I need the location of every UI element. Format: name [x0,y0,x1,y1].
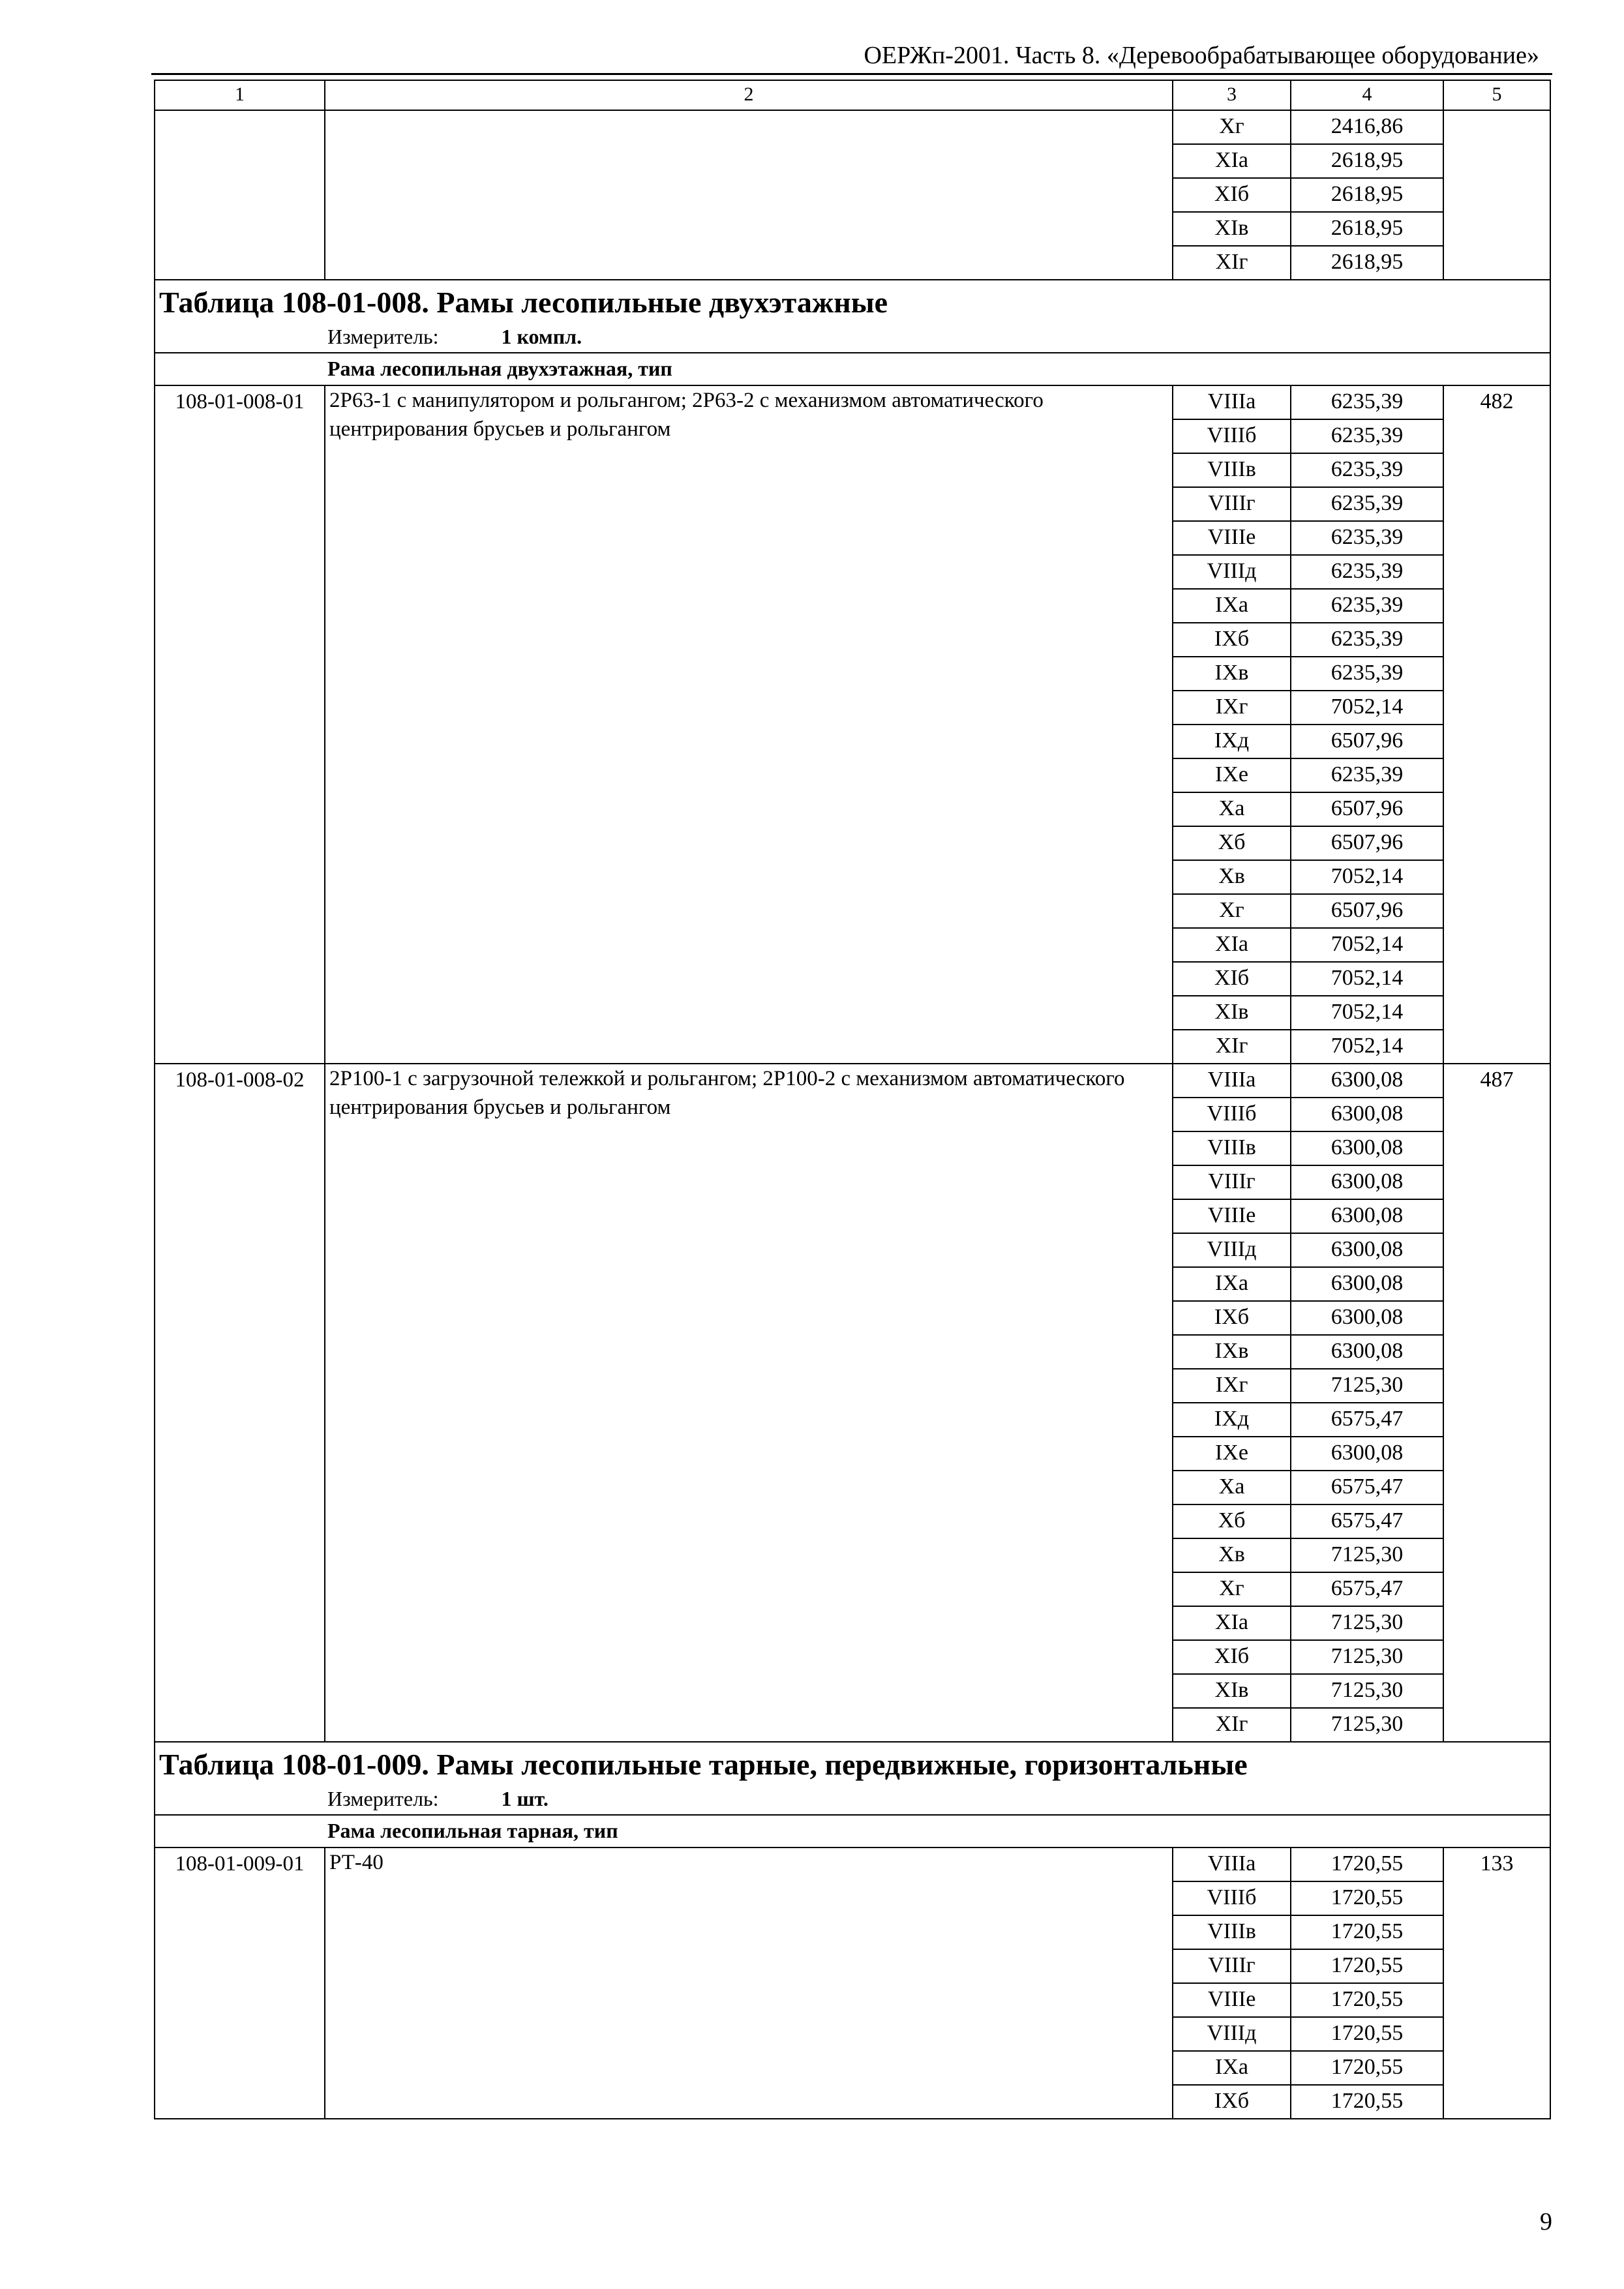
item-col5: 133 [1443,1848,1550,2119]
price-cell: 7125,30 [1291,1606,1443,1640]
grade-cell: XIг [1173,1030,1291,1064]
price-cell: 6300,08 [1291,1267,1443,1301]
price-cell: 1720,55 [1291,2085,1443,2119]
header-rule [151,73,1552,75]
column-header: 3 [1173,80,1291,110]
price-cell: 7052,14 [1291,860,1443,894]
table-title: Таблица 108-01-008. Рамы лесопильные двухэтажные [155,280,1550,322]
price-cell: 7125,30 [1291,1674,1443,1708]
price-cell: 6300,08 [1291,1098,1443,1131]
grade-cell: VIIIб [1173,419,1291,453]
measure-value: 1 шт. [501,1787,549,1810]
grade-cell: XIг [1173,1708,1291,1742]
measure-cell [155,322,1550,353]
grade-cell: VIIIб [1173,1881,1291,1915]
price-cell: 1720,55 [1291,1881,1443,1915]
grade-cell: VIIIе [1173,1983,1291,2017]
grade-cell: VIIIа [1173,1064,1291,1098]
price-cell: 1720,55 [1291,1915,1443,1949]
price-cell: 1720,55 [1291,1949,1443,1983]
section-row [155,353,1550,385]
page-number: 9 [1540,2208,1552,2236]
grade-cell: VIIIв [1173,1915,1291,1949]
grade-cell: XIб [1173,962,1291,996]
price-cell: 2618,95 [1291,144,1443,178]
grade-cell: Xв [1173,860,1291,894]
price-cell: 7125,30 [1291,1640,1443,1674]
grade-cell: VIIIд [1173,2017,1291,2051]
grade-cell: XIб [1173,178,1291,212]
column-header: 1 [155,80,325,110]
price-cell: 2618,95 [1291,178,1443,212]
price-cell: 7125,30 [1291,1538,1443,1572]
grade-cell: VIIIв [1173,453,1291,487]
grade-cell: IXе [1173,758,1291,792]
measure-row [155,1784,1550,1815]
item-description: 2Р63-1 с манипулятором и рольгангом; 2Р63-2 с механизмом автоматического центрирования брусьев и рольгангом [325,385,1173,1064]
table-row [155,385,1550,419]
grade-cell: Xа [1173,1471,1291,1504]
table-row [155,1848,1550,1881]
grade-cell: XIг [1173,246,1291,280]
price-cell: 6507,96 [1291,725,1443,758]
price-cell: 6507,96 [1291,894,1443,928]
price-cell: 7125,30 [1291,1708,1443,1742]
price-cell: 6235,39 [1291,589,1443,623]
price-cell: 6300,08 [1291,1131,1443,1165]
grade-cell: IXа [1173,1267,1291,1301]
grade-cell: Xг [1173,894,1291,928]
empty-col5-cell [1443,110,1550,280]
item-code: 108-01-008-02 [155,1064,325,1742]
grade-cell: XIв [1173,1674,1291,1708]
grade-cell: IXе [1173,1437,1291,1471]
price-cell: 6300,08 [1291,1165,1443,1199]
price-cell: 6507,96 [1291,792,1443,826]
item-code: 108-01-008-01 [155,385,325,1064]
column-header-row [155,80,1550,110]
price-cell: 6235,39 [1291,623,1443,657]
price-cell: 7052,14 [1291,962,1443,996]
measure-cell [155,1784,1550,1815]
price-cell: 1720,55 [1291,1983,1443,2017]
price-cell: 2416,86 [1291,110,1443,144]
measure-label: Измеритель: [327,325,439,348]
price-cell: 6575,47 [1291,1471,1443,1504]
norms-table-body [155,80,1550,2119]
grade-cell: XIв [1173,212,1291,246]
empty-code-cell [155,110,325,280]
grade-cell: VIIIе [1173,521,1291,555]
price-cell: 1720,55 [1291,2017,1443,2051]
grade-cell: VIIIд [1173,1233,1291,1267]
price-cell: 7052,14 [1291,1030,1443,1064]
item-col5: 487 [1443,1064,1550,1742]
section-title: Рама лесопильная тарная, тип [155,1815,1550,1848]
price-cell: 6300,08 [1291,1199,1443,1233]
grade-cell: XIа [1173,144,1291,178]
price-cell: 7052,14 [1291,996,1443,1030]
price-cell: 6575,47 [1291,1403,1443,1437]
grade-cell: IXб [1173,623,1291,657]
column-header: 4 [1291,80,1443,110]
table-row [155,1064,1550,1098]
grade-cell: XIб [1173,1640,1291,1674]
price-cell: 6507,96 [1291,826,1443,860]
item-col5: 482 [1443,385,1550,1064]
price-cell: 6235,39 [1291,657,1443,691]
price-cell: 2618,95 [1291,246,1443,280]
grade-cell: Xб [1173,1504,1291,1538]
running-header: ОЕРЖп-2001. Часть 8. «Деревообрабатывающее оборудование» [864,42,1539,69]
price-cell: 6235,39 [1291,555,1443,589]
price-cell: 6300,08 [1291,1437,1443,1471]
price-cell: 2618,95 [1291,212,1443,246]
price-cell: 6300,08 [1291,1335,1443,1369]
section-row [155,1815,1550,1848]
table-title-row [155,280,1550,322]
price-cell: 6235,39 [1291,419,1443,453]
grade-cell: IXг [1173,1369,1291,1403]
grade-cell: XIа [1173,928,1291,962]
item-description: РТ-40 [325,1848,1173,2119]
grade-cell: IXг [1173,691,1291,725]
grade-cell: Xв [1173,1538,1291,1572]
measure-row [155,322,1550,353]
grade-cell: IXа [1173,589,1291,623]
price-cell: 6300,08 [1291,1301,1443,1335]
measure-label: Измеритель: [327,1787,439,1810]
price-cell: 6235,39 [1291,521,1443,555]
price-cell: 6235,39 [1291,758,1443,792]
item-code: 108-01-009-01 [155,1848,325,2119]
norms-table [154,80,1551,2119]
grade-cell: VIIIг [1173,1165,1291,1199]
price-cell: 6300,08 [1291,1233,1443,1267]
price-cell: 7125,30 [1291,1369,1443,1403]
column-header: 2 [325,80,1173,110]
grade-cell: VIIIг [1173,487,1291,521]
price-cell: 6575,47 [1291,1572,1443,1606]
grade-cell: VIIIд [1173,555,1291,589]
price-cell: 7052,14 [1291,691,1443,725]
price-cell: 6235,39 [1291,487,1443,521]
grade-cell: Xг [1173,1572,1291,1606]
price-cell: 1720,55 [1291,2051,1443,2085]
price-cell: 6575,47 [1291,1504,1443,1538]
grade-cell: IXв [1173,1335,1291,1369]
grade-cell: VIIIв [1173,1131,1291,1165]
grade-cell: VIIIа [1173,1848,1291,1881]
grade-cell: IXа [1173,2051,1291,2085]
price-cell: 7052,14 [1291,928,1443,962]
grade-cell: Xб [1173,826,1291,860]
table-title: Таблица 108-01-009. Рамы лесопильные тарные, передвижные, горизонтальные [155,1742,1550,1784]
grade-cell: Xг [1173,110,1291,144]
grade-cell: IXв [1173,657,1291,691]
grade-cell: IXд [1173,1403,1291,1437]
price-cell: 6235,39 [1291,385,1443,419]
grade-cell: IXб [1173,2085,1291,2119]
table-title-row [155,1742,1550,1784]
grade-cell: IXб [1173,1301,1291,1335]
grade-cell: Xа [1173,792,1291,826]
empty-desc-cell [325,110,1173,280]
grade-cell: VIIIа [1173,385,1291,419]
measure-value: 1 компл. [501,325,582,348]
section-title: Рама лесопильная двухэтажная, тип [155,353,1550,385]
grade-cell: VIIIг [1173,1949,1291,1983]
grade-cell: VIIIб [1173,1098,1291,1131]
grade-cell: IXд [1173,725,1291,758]
price-cell: 6235,39 [1291,453,1443,487]
price-cell: 1720,55 [1291,1848,1443,1881]
price-cell: 6300,08 [1291,1064,1443,1098]
grade-cell: VIIIе [1173,1199,1291,1233]
grade-cell: XIа [1173,1606,1291,1640]
table-row [155,110,1550,144]
column-header: 5 [1443,80,1550,110]
grade-cell: XIв [1173,996,1291,1030]
item-description: 2Р100-1 с загрузочной тележкой и рольгангом; 2Р100-2 с механизмом автоматического центрирования брусьев и рольгангом [325,1064,1173,1742]
